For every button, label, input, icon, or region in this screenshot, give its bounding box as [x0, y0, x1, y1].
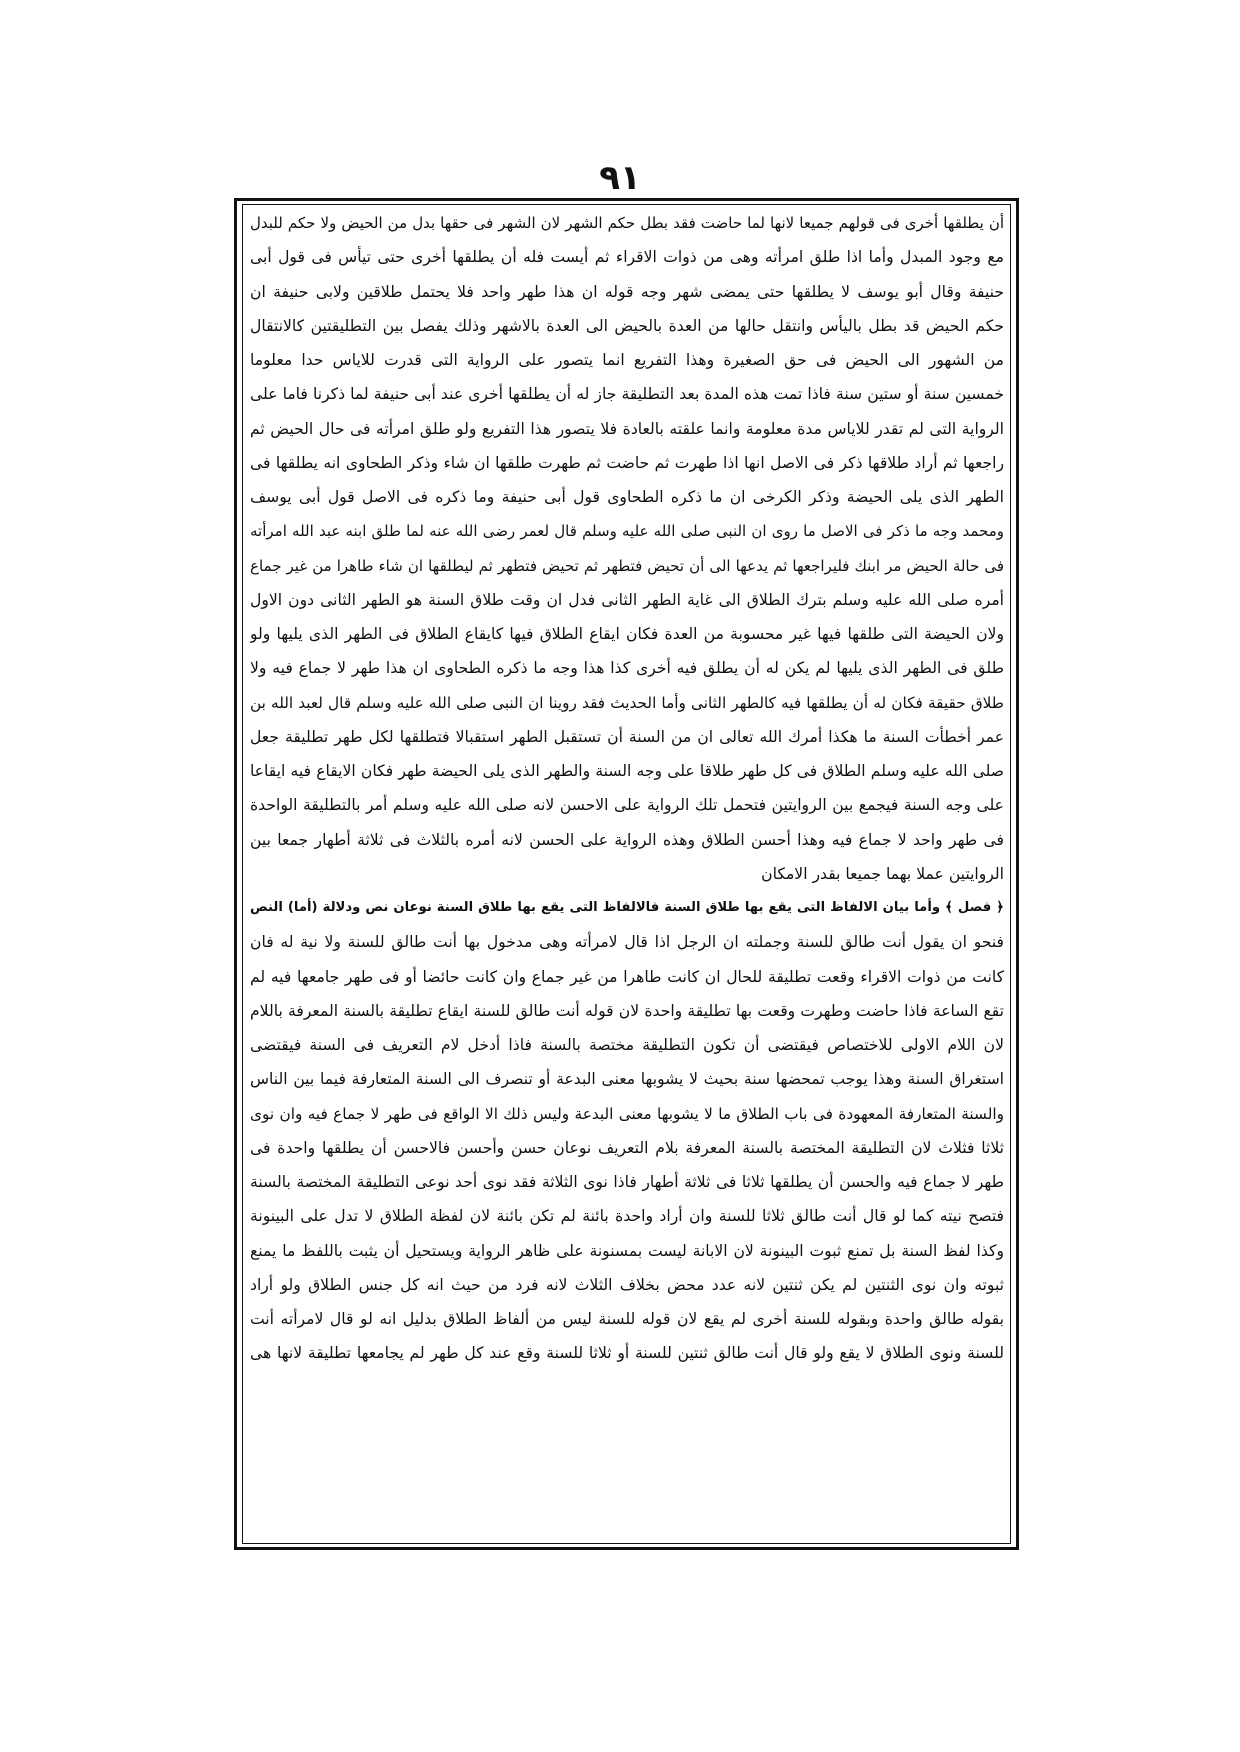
text-line: حكم الحيض قد بطل باليأس وانتقل حالها من العدة بالحيض الى العدة بالاشهر وذلك يفصل بين التطليقتين كالانتقال: [250, 316, 1004, 335]
text-line: ثبوته وان نوى الثنتين لم يكن ثنتين لانه عدد محض بخلاف الثلاث لانه فرد من حيث انه كل جنس الطلاق ولو أراد: [250, 1275, 1004, 1294]
text-line: والسنة المتعارفة المعهودة فى باب الطلاق ما لا يشوبها معنى البدعة وليس ذلك الا الواقع فى طهر لا جماع فيه وان نوى: [250, 1104, 1004, 1123]
text-line: الرواية التى لم تقدر للاياس مدة معلومة وانما علقته بالعادة فلا يتصور هذا التفريع ولو طلق امرأته فى حال الحيض ثم: [250, 419, 1004, 438]
text-line: أمره صلى الله عليه وسلم بترك الطلاق الى غاية الطهر الثانى فدل ان وقت طلاق السنة هو الطهر الثانى دون الاول: [250, 590, 1004, 609]
text-line: استغراق السنة وهذا يوجب تمحضها سنة بحيث لا يشوبها معنى البدعة أو تنصرف الى السنة المتعارفة فيما بين الناس: [250, 1070, 1004, 1089]
page-number: ٩١: [599, 158, 641, 198]
text-line: عمر أخطأت السنة ما هكذا أمرك الله تعالى ان من السنة أن تستقبل الطهر استقبالا فتطلقها لكل طهر تطليقة جعل: [250, 727, 1004, 746]
text-line: صلى الله عليه وسلم الطلاق فى كل طهر طلاقا على وجه السنة والطهر الذى يلى الحيضة طهر فكان الايقاع فيه ايقاعا: [250, 762, 1004, 780]
text-line: ومحمد وجه ما ذكر فى الاصل ما روى ان النبى صلى الله عليه وسلم قال لعمر رضى الله عنه لما طلق ابنه عبد الله امرأته: [250, 522, 1004, 541]
text-line: راجعها ثم أراد طلاقها ذكر فى الاصل انها اذا طهرت ثم حاضت ثم طهرت طلقها ان شاء وذكر الطحاوى انه يطلقها فى: [250, 453, 1004, 472]
text-line: حنيفة وقال أبو يوسف لا يطلقها حتى يمضى شهر وجه قوله ان هذا طهر واحد فلا يحتمل طلاقين ولابى حنيفة ان: [250, 282, 1004, 301]
text-line: فنحو ان يقول أنت طالق للسنة وجملته ان الرجل اذا قال لامرأته وهى مدخول بها أنت طالق للسنة ولا نية له فان: [250, 933, 1004, 952]
text-line: الطهر الذى يلى الحيضة وذكر الكرخى ان ما ذكره الطحاوى قول أبى حنيفة وما ذكره فى الاصل قول أبى يوسف: [250, 488, 1004, 506]
text-line: كانت من ذوات الاقراء وقعت تطليقة للحال ان كانت طاهرا من غير جماع وان كانت حائضا أو فى طهر جامعها فيه لم: [250, 967, 1004, 986]
text-line: طلاق حقيقة فكان له أن يطلقها فيه كالطهر الثانى وأما الحديث فقد روينا ان النبى صلى الله عليه وسلم قال لعبد الله بن: [250, 693, 1004, 712]
text-line: مع وجود المبدل وأما اذا طلق امرأته وهى من ذوات الاقراء ثم أيست فله أن يطلقها أخرى حتى تيأس فى قول أبى: [250, 248, 1004, 267]
paragraph-end-line: الروايتين عملا بهما جميعا بقدر الامكان: [761, 864, 1004, 883]
text-line: ولان الحيضة التى طلقها فيها غير محسوبة من العدة فكان ايقاع الطلاق فيها كايقاع الطلاق فى الطهر الذى يليها ولو: [250, 625, 1004, 643]
text-line: ثلاثا فثلاث لان التطليقة المختصة بالسنة المعرفة بلام التعريف نوعان حسن وأحسن فالاحسن أن يطلقها واحدة فى: [250, 1138, 1004, 1157]
text-line: طلق فى الطهر الذى يليها لم يكن له أن يطلق فيه أخرى كذا هذا وجه ما ذكره الطحاوى ان هذا طهر لا جماع فيه ولا: [250, 659, 1004, 678]
text-line: على وجه السنة فيجمع بين الروايتين فتحمل تلك الرواية على الاحسن لانه صلى الله عليه وسلم أمر بالتطليقة الواحدة: [250, 796, 1004, 815]
text-line: للسنة ونوى الطلاق لا يقع ولو قال أنت طالق ثنتين للسنة أو ثلاثا للسنة وقع عند كل طهر لم يجامعها تطليقة لانها هى: [250, 1344, 1004, 1363]
text-line: تقع الساعة فاذا حاضت وطهرت وقعت بها تطليقة واحدة لان قوله أنت طالق للسنة ايقاع تطليقة بالسنة المعرفة باللام: [250, 1001, 1004, 1020]
text-line: فى حالة الحيض مر ابنك فليراجعها ثم يدعها الى أن تحيض فتطهر ثم تحيض فتطهر ثم ليطلقها ان شاء طاهرا من غير جماع: [250, 556, 1004, 575]
text-line: طهر لا جماع فيه والحسن أن يطلقها ثلاثا فى ثلاثة أطهار فاذا نوى الثلاثة فقد نوى أحد نوعى التطليقة المختصة بالسنة: [250, 1173, 1004, 1191]
text-line: أن يطلقها أخرى فى قولهم جميعا لانها لما حاضت فقد بطل حكم الشهر لان الشهر فى حقها بدل من الحيض ولا حكم للبدل: [250, 214, 1004, 232]
text-line: من الشهور الى الحيض فى حق الصغيرة وهذا التفريع انما يتصور على الرواية التى قدرت للاياس حدا معلوما: [250, 351, 1004, 369]
text-line: بقوله طالق واحدة وبقوله للسنة أخرى لم يقع لان قوله للسنة ليس من ألفاظ الطلاق بدليل انه لو قال لامرأته أنت: [250, 1310, 1004, 1328]
section-heading-line: ﴿ فصل ﴾ وأما بيان الالفاظ التى يقع بها طلاق السنة فالالفاظ التى يقع بها طلاق السنة نوعان نص ودلالة (أما) النص: [250, 900, 1004, 915]
body-text: [250, 206, 1004, 1542]
text-line: فى طهر واحد لا جماع فيه وهذا أحسن الطلاق وهذه الرواية على الحسن لانه أمره بالثلاث فى ثلاثة أطهار جمعا بين: [250, 830, 1004, 849]
text-line: وكذا لفظ السنة بل تمنع ثبوت البينونة لان الابانة ليست بمسنونة على ظاهر الرواية ويستحيل أن يثبت باللفظ ما يمنع: [250, 1241, 1004, 1260]
text-line: فتصح نيته كما لو قال أنت طالق ثلاثا للسنة وان أراد واحدة بائنة لم تكن بائنة لان لفظة الطلاق لا تدل على البينونة: [250, 1207, 1004, 1226]
text-line: لان اللام الاولى للاختصاص فيقتضى أن تكون التطليقة مختصة بالسنة فاذا أدخل لام التعريف فى السنة فيقتضى: [250, 1036, 1004, 1054]
text-line: خمسين سنة أو ستين سنة فاذا تمت هذه المدة بعد التطليقة جاز له أن يطلقها أخرى عند أبى حنيفة لما ذكرنا فاما على: [250, 385, 1004, 404]
